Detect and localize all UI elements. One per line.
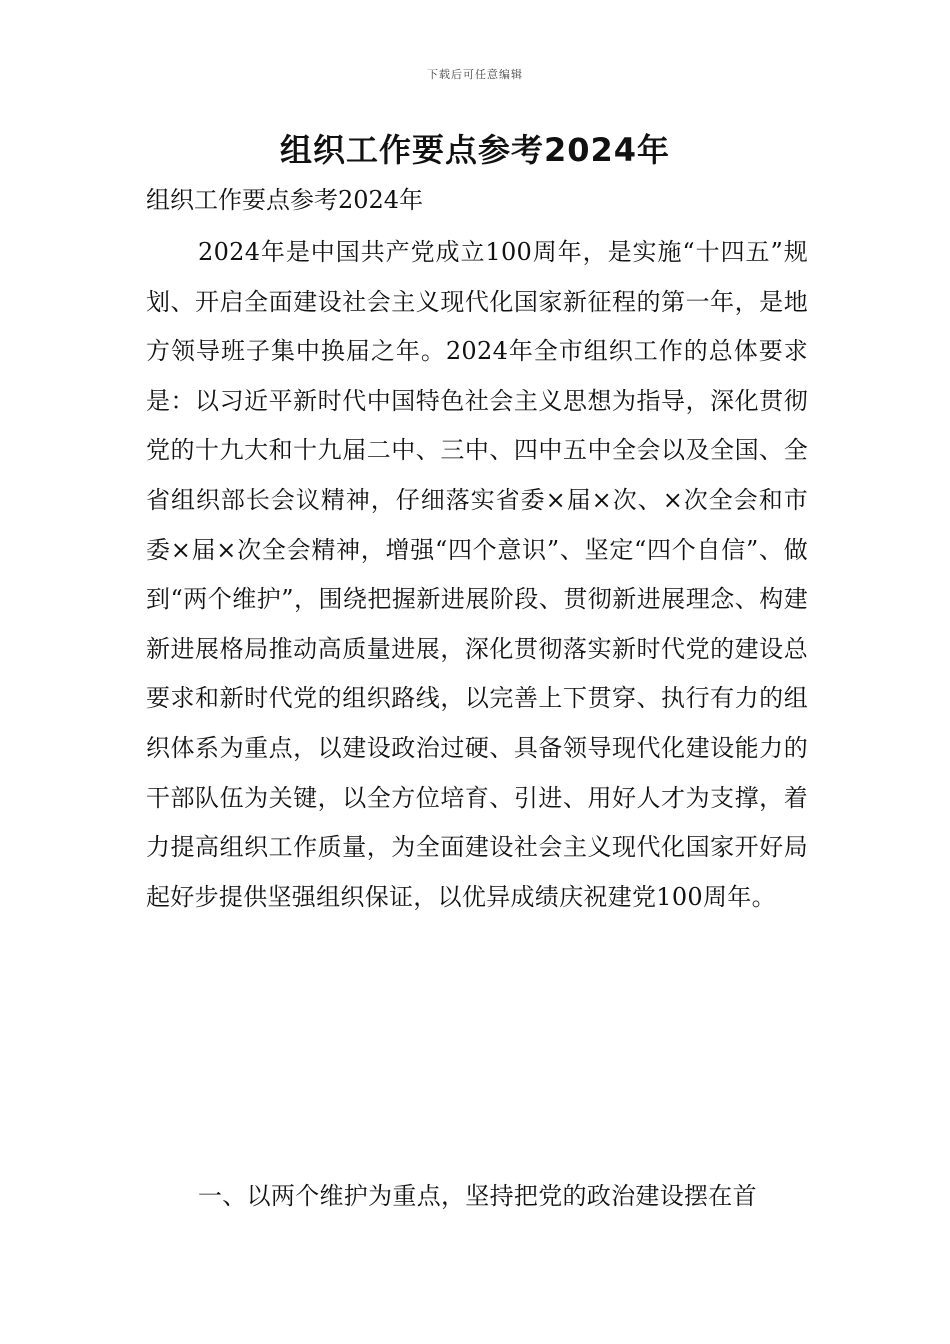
- header-note: 下载后可任意编辑: [427, 68, 523, 81]
- section-heading: 一、以两个维护为重点，坚持把党的政治建设摆在首: [198, 1182, 757, 1210]
- document-title: 组织工作要点参考2024年: [279, 131, 671, 169]
- body-paragraph: 2024年是中国共产党成立100周年，是实施“十四五”规划、开启全面建设社会主义现代化国家新征程的第一年，是地方领导班子集中换届之年。2024年全市组织工作的总体要求是：以习近平新时代中国特色社会主义思想为指导，深化贯彻党的十九大和十九届二中、三中、四中五中全会以及全国、全省组织部长会议精神，仔细落实省委×届×次、×次全会和市委×届×次全会精神，增强“四个意识”、坚定“四个自信”、做到“两个维护”，围绕把握新进展阶段、贯彻新进展理念、构建新进展格局推动高质量进展，深化贯彻落实新时代党的建设总要求和新时代党的组织路线，以完善上下贯穿、执行有力的组织体系为重点，以建设政治过硬、具备领导现代化建设能力的干部队伍为关键，以全方位培育、引进、用好人才为支撑，着力提高组织工作质量，为全面建设社会主义现代化国家开好局起好步提供坚强组织保证，以优异成绩庆祝建党100周年。: [146, 238, 808, 911]
- document-subtitle: 组织工作要点参考2024年: [146, 186, 424, 214]
